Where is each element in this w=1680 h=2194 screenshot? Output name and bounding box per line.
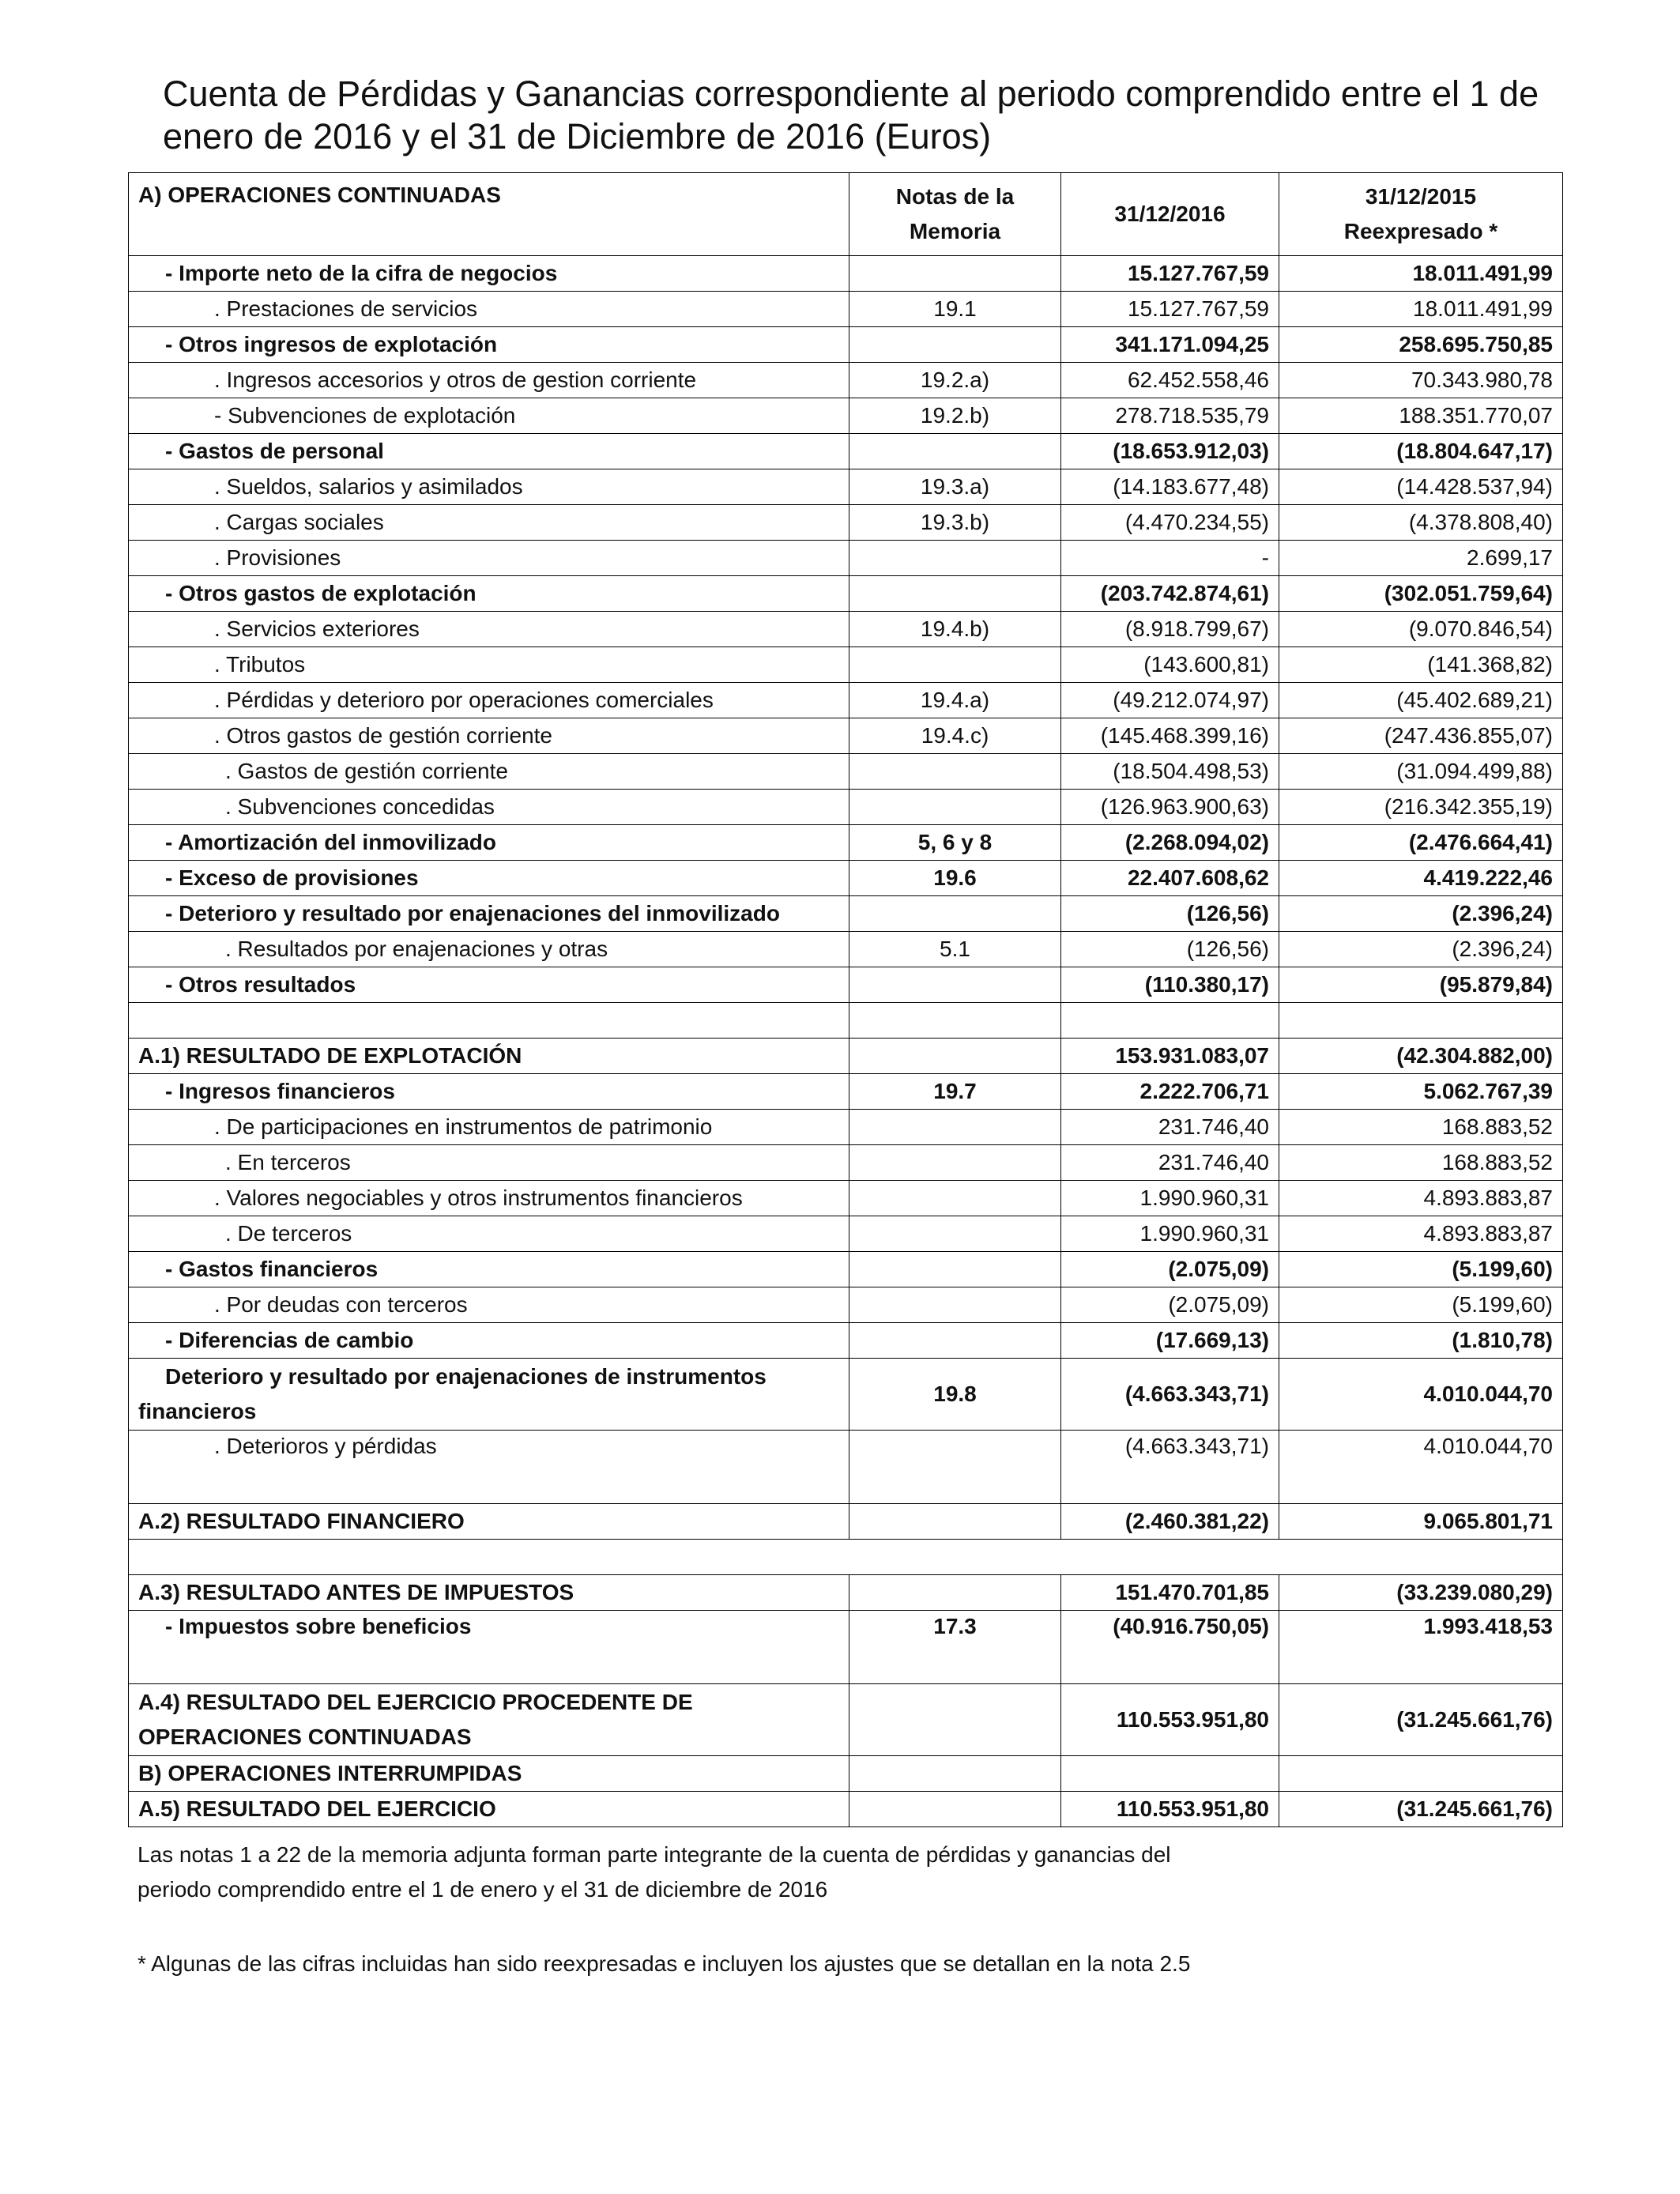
row-label: A.3) RESULTADO ANTES DE IMPUESTOS	[129, 1575, 849, 1611]
row-note: 17.3	[849, 1611, 1061, 1684]
table-row	[129, 1756, 1563, 1792]
row-note: 19.2.a)	[849, 363, 1061, 398]
row-value-2016: 231.746,40	[1061, 1110, 1279, 1145]
spacer-row	[129, 1003, 1563, 1039]
table-row	[129, 434, 1563, 469]
row-value-2016: (18.653.912,03)	[1061, 434, 1279, 469]
row-note	[849, 1110, 1061, 1145]
page-title: Cuenta de Pérdidas y Ganancias correspondiente al periodo comprendido entre el 1 de enero de 2016 y el 31 de Diciembre de 2016 (Euros)	[163, 74, 1539, 156]
row-value-2015: 9.065.801,71	[1279, 1504, 1563, 1540]
header-section-label: A) OPERACIONES CONTINUADAS	[129, 173, 849, 256]
row-note: 19.3.b)	[849, 505, 1061, 541]
row-label: - Impuestos sobre beneficios	[129, 1611, 849, 1684]
row-note	[849, 1287, 1061, 1323]
row-label: - Otros ingresos de explotación	[129, 327, 849, 363]
row-value-2015: (5.199,60)	[1279, 1252, 1563, 1287]
table-row	[129, 754, 1563, 790]
row-value-2015: 2.699,17	[1279, 541, 1563, 576]
table-row	[129, 327, 1563, 363]
row-label: . De participaciones en instrumentos de patrimonio	[129, 1110, 849, 1145]
row-label: A.5) RESULTADO DEL EJERCICIO	[129, 1792, 849, 1827]
row-note: 19.8	[849, 1359, 1061, 1431]
table-row	[129, 1110, 1563, 1145]
table-row	[129, 1611, 1563, 1684]
row-value-2015: 1.993.418,53	[1279, 1611, 1563, 1684]
row-note	[849, 576, 1061, 612]
row-label: . Pérdidas y deterioro por operaciones comerciales	[129, 683, 849, 718]
row-value-2016: (110.380,17)	[1061, 967, 1279, 1003]
row-note	[849, 1323, 1061, 1359]
row-label: . Provisiones	[129, 541, 849, 576]
row-label: . Otros gastos de gestión corriente	[129, 718, 849, 754]
row-value-2016: (143.600,81)	[1061, 647, 1279, 683]
table-row	[129, 1181, 1563, 1216]
row-label-line1: A.4) RESULTADO DEL EJERCICIO PROCEDENTE DE	[138, 1690, 693, 1714]
row-note: 19.3.a)	[849, 469, 1061, 505]
row-label: . Valores negociables y otros instrumentos financieros	[129, 1181, 849, 1216]
row-note	[849, 256, 1061, 292]
row-label	[129, 1684, 849, 1756]
row-value-2016: (40.916.750,05)	[1061, 1611, 1279, 1684]
row-label: - Exceso de provisiones	[129, 861, 849, 896]
spacer-cell	[129, 1003, 849, 1039]
table-row	[129, 469, 1563, 505]
header-col-2015	[1279, 173, 1563, 256]
row-note	[849, 1181, 1061, 1216]
row-note: 19.2.b)	[849, 398, 1061, 434]
table-row	[129, 718, 1563, 754]
table-row	[129, 612, 1563, 647]
row-label: A.2) RESULTADO FINANCIERO	[129, 1504, 849, 1540]
header-col-2016: 31/12/2016	[1061, 173, 1279, 256]
row-label: A.1) RESULTADO DE EXPLOTACIÓN	[129, 1039, 849, 1074]
row-note	[849, 327, 1061, 363]
row-value-2016: 1.990.960,31	[1061, 1181, 1279, 1216]
row-note	[849, 1039, 1061, 1074]
row-note	[849, 434, 1061, 469]
row-label: - Ingresos financieros	[129, 1074, 849, 1110]
row-value-2016: (17.669,13)	[1061, 1323, 1279, 1359]
row-note	[849, 790, 1061, 825]
row-label: - Diferencias de cambio	[129, 1323, 849, 1359]
table-row	[129, 541, 1563, 576]
header-col-2015-line1: 31/12/2015	[1365, 184, 1477, 209]
row-value-2016: (4.663.343,71)	[1061, 1431, 1279, 1504]
row-value-2015: (42.304.882,00)	[1279, 1039, 1563, 1074]
row-note	[849, 754, 1061, 790]
table-row	[129, 1323, 1563, 1359]
row-value-2016: 341.171.094,25	[1061, 327, 1279, 363]
row-value-2016: (4.663.343,71)	[1061, 1359, 1279, 1431]
row-value-2015: (5.199,60)	[1279, 1287, 1563, 1323]
row-note	[849, 967, 1061, 1003]
table-row	[129, 825, 1563, 861]
row-label: - Amortización del inmovilizado	[129, 825, 849, 861]
row-value-2015: (33.239.080,29)	[1279, 1575, 1563, 1611]
row-label: - Gastos financieros	[129, 1252, 849, 1287]
row-value-2016: (2.075,09)	[1061, 1252, 1279, 1287]
table-row	[129, 256, 1563, 292]
row-value-2016: -	[1061, 541, 1279, 576]
row-label-line2: OPERACIONES CONTINUADAS	[138, 1725, 472, 1749]
table-row	[129, 1575, 1563, 1611]
row-note	[849, 1575, 1061, 1611]
table-row	[129, 683, 1563, 718]
row-value-2016: (2.075,09)	[1061, 1287, 1279, 1323]
row-value-2015: (9.070.846,54)	[1279, 612, 1563, 647]
spacer-cell	[849, 1003, 1061, 1039]
header-notes	[849, 173, 1061, 256]
row-value-2016: 15.127.767,59	[1061, 256, 1279, 292]
row-label: . En terceros	[129, 1145, 849, 1181]
footer-asterisk-note: * Algunas de las cifras incluidas han sido reexpresadas e incluyen los ajustes que se detallan en la nota 2.5	[137, 1951, 1191, 1976]
table-row	[129, 1216, 1563, 1252]
row-value-2016: (14.183.677,48)	[1061, 469, 1279, 505]
row-label: . De terceros	[129, 1216, 849, 1252]
row-value-2015: (31.245.661,76)	[1279, 1684, 1563, 1756]
table-row	[129, 1145, 1563, 1181]
row-value-2015: 5.062.767,39	[1279, 1074, 1563, 1110]
table-row	[129, 647, 1563, 683]
table-row	[129, 1287, 1563, 1323]
row-note: 19.4.b)	[849, 612, 1061, 647]
row-value-2015: 4.010.044,70	[1279, 1431, 1563, 1504]
row-value-2015: 18.011.491,99	[1279, 256, 1563, 292]
row-value-2015: (247.436.855,07)	[1279, 718, 1563, 754]
footer-notes	[137, 1838, 1520, 1907]
row-value-2015: 4.893.883,87	[1279, 1181, 1563, 1216]
table-row	[129, 790, 1563, 825]
row-note	[849, 1145, 1061, 1181]
row-label: . Subvenciones concedidas	[129, 790, 849, 825]
row-label: - Otros resultados	[129, 967, 849, 1003]
row-value-2016: 278.718.535,79	[1061, 398, 1279, 434]
row-note	[849, 896, 1061, 932]
row-note	[849, 1756, 1061, 1792]
table-row	[129, 1431, 1563, 1504]
row-value-2015: (31.245.661,76)	[1279, 1792, 1563, 1827]
header-notes-line1: Notas de la	[895, 184, 1015, 209]
table-row	[129, 861, 1563, 896]
row-note: 19.4.a)	[849, 683, 1061, 718]
row-label: - Otros gastos de explotación	[129, 576, 849, 612]
row-value-2016: (126.963.900,63)	[1061, 790, 1279, 825]
row-label: - Gastos de personal	[129, 434, 849, 469]
header-col-2015-line2: Reexpresado *	[1343, 219, 1498, 243]
row-note	[849, 1216, 1061, 1252]
row-value-2015: (302.051.759,64)	[1279, 576, 1563, 612]
row-value-2015: (2.476.664,41)	[1279, 825, 1563, 861]
table-row	[129, 1684, 1563, 1756]
spacer-cell	[1279, 1003, 1563, 1039]
row-value-2015: (2.396,24)	[1279, 896, 1563, 932]
row-value-2016: (2.460.381,22)	[1061, 1504, 1279, 1540]
row-value-2016: (4.470.234,55)	[1061, 505, 1279, 541]
row-note: 5, 6 y 8	[849, 825, 1061, 861]
row-note	[849, 1684, 1061, 1756]
row-value-2016: (8.918.799,67)	[1061, 612, 1279, 647]
row-value-2015: (4.378.808,40)	[1279, 505, 1563, 541]
row-value-2016: 110.553.951,80	[1061, 1684, 1279, 1756]
row-value-2015: 70.343.980,78	[1279, 363, 1563, 398]
row-note: 19.6	[849, 861, 1061, 896]
row-value-2015: (2.396,24)	[1279, 932, 1563, 967]
row-note	[849, 541, 1061, 576]
row-label: - Importe neto de la cifra de negocios	[129, 256, 849, 292]
row-value-2016: 15.127.767,59	[1061, 292, 1279, 327]
row-value-2015: (14.428.537,94)	[1279, 469, 1563, 505]
row-note: 19.7	[849, 1074, 1061, 1110]
row-note: 19.1	[849, 292, 1061, 327]
row-label: . Tributos	[129, 647, 849, 683]
row-note	[849, 1504, 1061, 1540]
row-value-2015: (1.810,78)	[1279, 1323, 1563, 1359]
row-label: . Ingresos accesorios y otros de gestion corriente	[129, 363, 849, 398]
footer-notes-line1: Las notas 1 a 22 de la memoria adjunta forman parte integrante de la cuenta de pérdidas y ganancias del	[137, 1842, 1171, 1867]
table-row	[129, 1504, 1563, 1540]
table-row	[129, 932, 1563, 967]
row-label: . Por deudas con terceros	[129, 1287, 849, 1323]
row-label: . Prestaciones de servicios	[129, 292, 849, 327]
row-value-2016: 110.553.951,80	[1061, 1792, 1279, 1827]
row-note	[849, 647, 1061, 683]
profit-loss-table	[128, 172, 1563, 1827]
row-value-2015: 18.011.491,99	[1279, 292, 1563, 327]
row-value-2016	[1061, 1756, 1279, 1792]
row-value-2015: (216.342.355,19)	[1279, 790, 1563, 825]
row-value-2015: 188.351.770,07	[1279, 398, 1563, 434]
row-value-2015: (95.879,84)	[1279, 967, 1563, 1003]
row-value-2016: 62.452.558,46	[1061, 363, 1279, 398]
row-value-2015: 4.419.222,46	[1279, 861, 1563, 896]
spacer-cell	[129, 1540, 1563, 1575]
row-label: - Deterioro y resultado por enajenaciones del inmovilizado	[129, 896, 849, 932]
row-note	[849, 1792, 1061, 1827]
row-value-2016: (2.268.094,02)	[1061, 825, 1279, 861]
row-label: . Servicios exteriores	[129, 612, 849, 647]
table-row	[129, 1074, 1563, 1110]
row-label: . Resultados por enajenaciones y otras	[129, 932, 849, 967]
row-note	[849, 1431, 1061, 1504]
table-row	[129, 398, 1563, 434]
row-value-2015: 258.695.750,85	[1279, 327, 1563, 363]
table-row	[129, 363, 1563, 398]
row-label-line2: financieros	[138, 1399, 257, 1423]
row-label: . Gastos de gestión corriente	[129, 754, 849, 790]
spacer-cell	[1061, 1003, 1279, 1039]
row-value-2016: (203.742.874,61)	[1061, 576, 1279, 612]
table-row	[129, 1792, 1563, 1827]
table-row	[129, 896, 1563, 932]
row-value-2016: 153.931.083,07	[1061, 1039, 1279, 1074]
row-value-2015: (18.804.647,17)	[1279, 434, 1563, 469]
row-value-2016: 1.990.960,31	[1061, 1216, 1279, 1252]
row-value-2015: 168.883,52	[1279, 1145, 1563, 1181]
row-value-2016: (126,56)	[1061, 932, 1279, 967]
table-row	[129, 1359, 1563, 1431]
table-row	[129, 1039, 1563, 1074]
row-value-2016: 2.222.706,71	[1061, 1074, 1279, 1110]
row-note: 5.1	[849, 932, 1061, 967]
table-row	[129, 505, 1563, 541]
row-value-2015: 168.883,52	[1279, 1110, 1563, 1145]
row-value-2016: 231.746,40	[1061, 1145, 1279, 1181]
row-label: . Sueldos, salarios y asimilados	[129, 469, 849, 505]
row-note: 19.4.c)	[849, 718, 1061, 754]
row-label: - Subvenciones de explotación	[129, 398, 849, 434]
row-value-2015: (141.368,82)	[1279, 647, 1563, 683]
header-notes-line2: Memoria	[909, 219, 1001, 243]
row-label: B) OPERACIONES INTERRUMPIDAS	[129, 1756, 849, 1792]
row-value-2016: (49.212.074,97)	[1061, 683, 1279, 718]
table-row	[129, 1252, 1563, 1287]
table-row	[129, 967, 1563, 1003]
row-label-line1: Deterioro y resultado por enajenaciones de instrumentos	[165, 1364, 767, 1389]
row-value-2015: (31.094.499,88)	[1279, 754, 1563, 790]
row-label	[129, 1359, 849, 1431]
row-note	[849, 1252, 1061, 1287]
row-label: . Deterioros y pérdidas	[129, 1431, 849, 1504]
row-value-2015: (45.402.689,21)	[1279, 683, 1563, 718]
row-value-2016: 22.407.608,62	[1061, 861, 1279, 896]
row-value-2015: 4.893.883,87	[1279, 1216, 1563, 1252]
table-row	[129, 292, 1563, 327]
row-value-2016: 151.470.701,85	[1061, 1575, 1279, 1611]
row-value-2016: (126,56)	[1061, 896, 1279, 932]
table-header-row	[129, 173, 1563, 256]
row-value-2015: 4.010.044,70	[1279, 1359, 1563, 1431]
footer-notes-line2: periodo comprendido entre el 1 de enero y el 31 de diciembre de 2016	[137, 1877, 828, 1902]
spacer-row	[129, 1540, 1563, 1575]
table-row	[129, 576, 1563, 612]
row-value-2016: (145.468.399,16)	[1061, 718, 1279, 754]
row-label: . Cargas sociales	[129, 505, 849, 541]
row-value-2015	[1279, 1756, 1563, 1792]
row-value-2016: (18.504.498,53)	[1061, 754, 1279, 790]
